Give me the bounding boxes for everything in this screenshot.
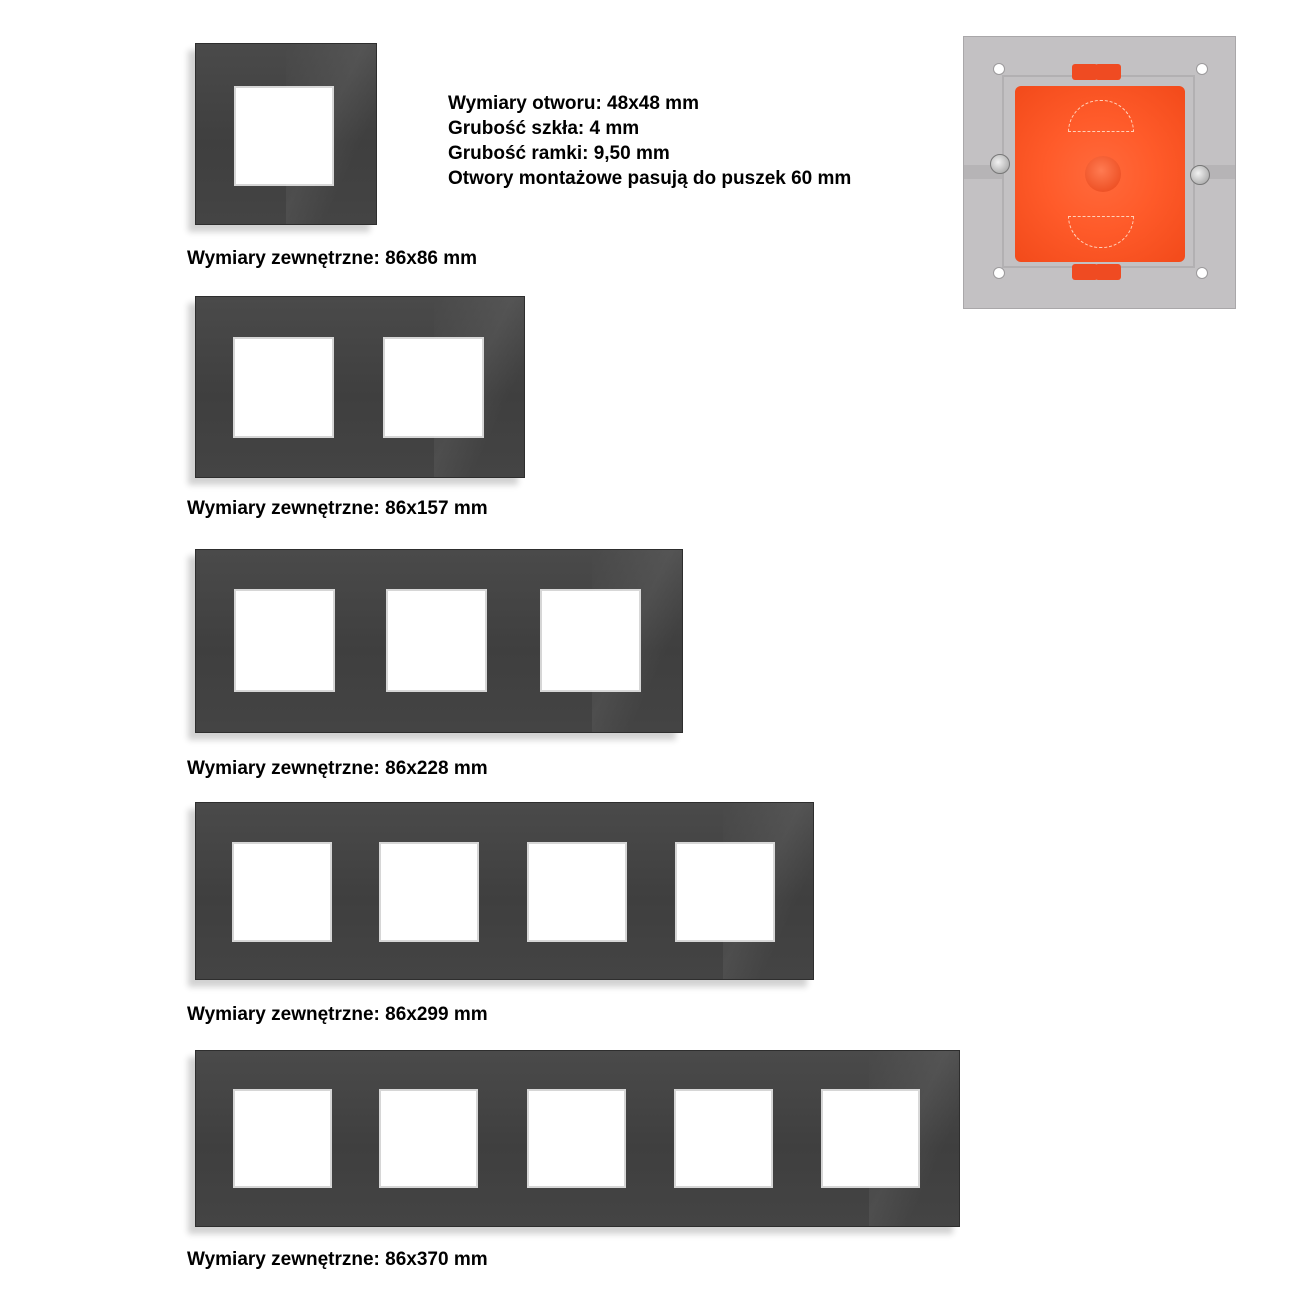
spec-glass-thickness: Grubość szkła: 4 mm	[448, 118, 640, 139]
box-tab-bottom-2	[1095, 264, 1121, 280]
box-tab-top-2	[1095, 64, 1121, 80]
mounting-plate-image	[963, 36, 1236, 309]
plate-hole-bottom-left	[993, 267, 1005, 279]
plate-hole-top-left	[993, 63, 1005, 75]
frame-quadruple	[195, 802, 814, 980]
frame-single-caption: Wymiary zewnętrzne: 86x86 mm	[187, 248, 478, 269]
frame-opening	[379, 1089, 478, 1188]
frame-opening	[379, 842, 479, 942]
frame-double	[195, 296, 525, 478]
frame-single	[195, 43, 377, 225]
frame-quintuple	[195, 1050, 960, 1227]
frame-opening	[234, 589, 335, 692]
spec-opening-size: Wymiary otworu: 48x48 mm	[448, 93, 699, 114]
spec-frame-thickness: Grubość ramki: 9,50 mm	[448, 143, 670, 164]
frame-opening	[386, 589, 487, 692]
frame-opening	[540, 589, 641, 692]
frame-opening	[674, 1089, 773, 1188]
specs-block	[448, 91, 851, 191]
frame-quintuple-caption: Wymiary zewnętrzne: 86x370 mm	[187, 1249, 488, 1270]
spec-mounting-holes: Otwory montażowe pasują do puszek 60 mm	[448, 168, 852, 189]
frame-opening	[233, 337, 334, 438]
frame-opening	[527, 1089, 626, 1188]
frame-opening	[383, 337, 484, 438]
screw-right-icon	[1190, 165, 1210, 185]
frame-triple	[195, 549, 683, 733]
box-knockout-bottom	[1068, 216, 1134, 248]
frame-opening	[232, 842, 332, 942]
frame-double-caption: Wymiary zewnętrzne: 86x157 mm	[187, 498, 488, 519]
frame-opening	[527, 842, 627, 942]
box-center-knockout	[1085, 156, 1121, 192]
box-knockout-top	[1068, 100, 1134, 132]
plate-hole-bottom-right	[1196, 267, 1208, 279]
frame-opening	[233, 1089, 332, 1188]
frame-quadruple-caption: Wymiary zewnętrzne: 86x299 mm	[187, 1004, 488, 1025]
screw-left-icon	[990, 154, 1010, 174]
frame-opening	[821, 1089, 920, 1188]
orange-junction-box	[1015, 86, 1185, 262]
plate-hole-top-right	[1196, 63, 1208, 75]
frame-opening	[234, 86, 334, 186]
frame-opening	[675, 842, 775, 942]
frame-triple-caption: Wymiary zewnętrzne: 86x228 mm	[187, 758, 488, 779]
